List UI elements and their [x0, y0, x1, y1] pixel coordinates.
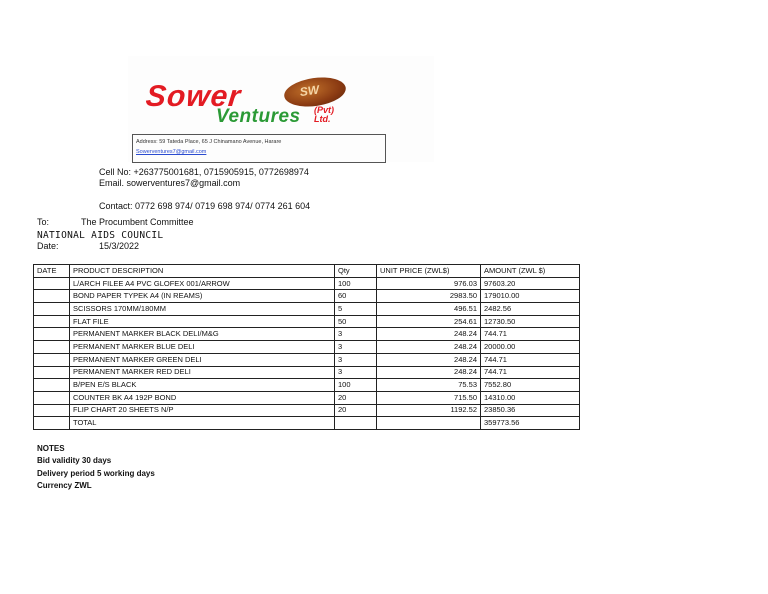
cell-description: SCISSORS 170MM/180MM: [70, 303, 335, 316]
table-row: [34, 391, 580, 404]
cell-description: PERMANENT MARKER GREEN DELI: [70, 353, 335, 366]
note-line: Delivery period 5 working days: [37, 468, 155, 478]
header-qty: Qty: [335, 265, 377, 278]
table-row: [34, 315, 580, 328]
cell-qty: 3: [335, 328, 377, 341]
cell-unit-price: 715.50: [377, 391, 481, 404]
letterhead: [128, 56, 434, 162]
header-date: DATE: [34, 265, 70, 278]
cell-date: [34, 353, 70, 366]
table-row: [34, 404, 580, 417]
cell-date: [34, 277, 70, 290]
cell-unit-price: 248.24: [377, 328, 481, 341]
cell-amount: 7552.80: [481, 379, 580, 392]
header-description: PRODUCT DESCRIPTION: [70, 265, 335, 278]
cell-date: [34, 366, 70, 379]
date-label: Date:: [37, 241, 59, 251]
cell-qty: 20: [335, 404, 377, 417]
cell-description: BOND PAPER TYPEK A4 (IN REAMS): [70, 290, 335, 303]
notes-title: NOTES: [37, 444, 65, 453]
cell-date: [34, 341, 70, 354]
cell-date: [34, 379, 70, 392]
total-label: TOTAL: [70, 417, 335, 430]
cell-qty: 100: [335, 379, 377, 392]
cell-date: [34, 303, 70, 316]
cell-amount: 179010.00: [481, 290, 580, 303]
logo-word-sower: Sower: [144, 80, 243, 113]
cell-amount: 14310.00: [481, 391, 580, 404]
cell-empty: [335, 417, 377, 430]
cell-unit-price: 2983.50: [377, 290, 481, 303]
logo-suffix: [314, 106, 334, 124]
cell-description: L/ARCH FILEE A4 PVC GLOFEX 001/ARROW: [70, 277, 335, 290]
note-line: Bid validity 30 days: [37, 456, 112, 466]
address-box: [132, 134, 386, 163]
cell-description: PERMANENT MARKER RED DELI: [70, 366, 335, 379]
cell-qty: 20: [335, 391, 377, 404]
table-row: [34, 290, 580, 303]
cell-date: [34, 328, 70, 341]
table-row: [34, 353, 580, 366]
cell-qty: 3: [335, 353, 377, 366]
cell-amount: 2482.56: [481, 303, 580, 316]
cell-description: PERMANENT MARKER BLACK DELI/M&G: [70, 328, 335, 341]
cell-description: FLAT FILE: [70, 315, 335, 328]
notes-section: [37, 443, 155, 493]
cell-amount: 744.71: [481, 328, 580, 341]
cell-numbers: Cell No: +263775001681, 0715905915, 0772698974: [99, 167, 309, 177]
quotation-table: [33, 264, 580, 430]
total-value: 359773.56: [481, 417, 580, 430]
date-value: 15/3/2022: [99, 241, 140, 251]
cell-unit-price: 254.61: [377, 315, 481, 328]
cell-unit-price: 75.53: [377, 379, 481, 392]
to-label: To:: [37, 217, 50, 227]
note-line: Currency ZWL: [37, 481, 92, 491]
cell-empty: [34, 417, 70, 430]
cell-qty: 50: [335, 315, 377, 328]
cell-date: [34, 315, 70, 328]
cell-date: [34, 404, 70, 417]
email-link[interactable]: Sowerventures7@gmail.com: [136, 149, 207, 155]
cell-qty: 100: [335, 277, 377, 290]
to-value: The Procumbent Committee: [81, 217, 194, 227]
cell-qty: 5: [335, 303, 377, 316]
cell-qty: 3: [335, 366, 377, 379]
cell-unit-price: 248.24: [377, 366, 481, 379]
cell-amount: 744.71: [481, 366, 580, 379]
cell-unit-price: 248.24: [377, 353, 481, 366]
table-row: [34, 341, 580, 354]
email-line: Email. sowerventures7@gmail.com: [99, 178, 241, 188]
organisation-name: NATIONAL AIDS COUNCIL: [37, 230, 164, 241]
cell-description: COUNTER BK A4 192P BOND: [70, 391, 335, 404]
cell-unit-price: 248.24: [377, 341, 481, 354]
cell-description: PERMANENT MARKER BLUE DELI: [70, 341, 335, 354]
logo-badge-text: SW: [298, 82, 320, 100]
cell-unit-price: 976.03: [377, 277, 481, 290]
logo-word-ventures: Ventures: [216, 106, 301, 127]
logo-suffix-ltd: Ltd.: [314, 114, 331, 124]
cell-amount: 20000.00: [481, 341, 580, 354]
contact-numbers: Contact: 0772 698 974/ 0719 698 974/ 0774 261 604: [99, 201, 311, 211]
cell-date: [34, 391, 70, 404]
table-row: [34, 379, 580, 392]
cell-empty: [377, 417, 481, 430]
table-row: [34, 303, 580, 316]
address-text: Address: 59 Tateda Place, 65 J Chinamano Avenue, Harare: [136, 139, 282, 145]
table-total-row: [34, 417, 580, 430]
cell-description: FLIP CHART 20 SHEETS N/P: [70, 404, 335, 417]
cell-qty: 60: [335, 290, 377, 303]
cell-amount: 97603.20: [481, 277, 580, 290]
cell-amount: 744.71: [481, 353, 580, 366]
cell-qty: 3: [335, 341, 377, 354]
cell-amount: 23850.36: [481, 404, 580, 417]
header-amount: AMOUNT (ZWL $): [481, 265, 580, 278]
cell-description: B/PEN E/S BLACK: [70, 379, 335, 392]
table-header-row: [34, 265, 580, 278]
table-row: [34, 366, 580, 379]
table-row: [34, 328, 580, 341]
cell-unit-price: 1192.52: [377, 404, 481, 417]
header-unit-price: UNIT PRICE (ZWL$): [377, 265, 481, 278]
table-row: [34, 277, 580, 290]
cell-unit-price: 496.51: [377, 303, 481, 316]
cell-amount: 12730.50: [481, 315, 580, 328]
cell-date: [34, 290, 70, 303]
logo-suffix-pvt: (Pvt): [314, 105, 334, 115]
